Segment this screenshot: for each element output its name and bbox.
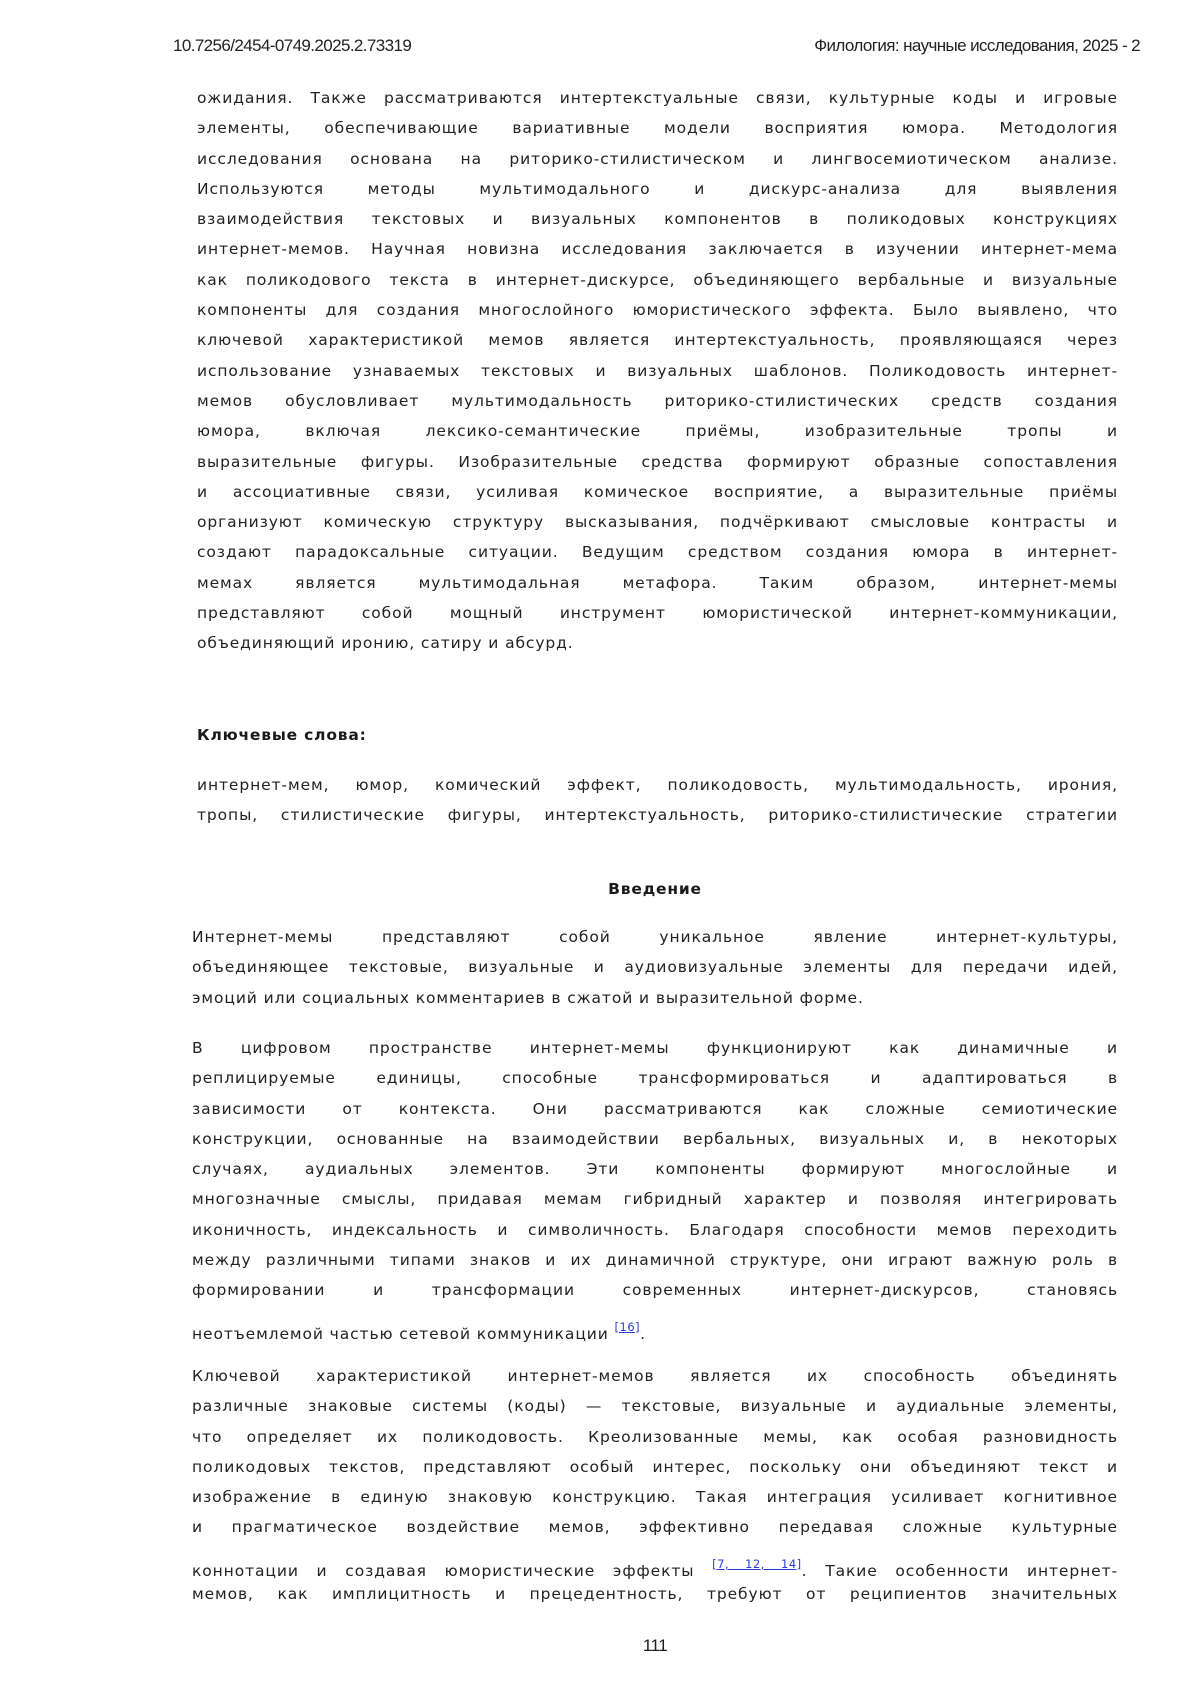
text-line: взаимодействия текстовых и визуальных компонентов в поликодовых конструкциях <box>197 210 1118 229</box>
intro-paragraph-1 <box>192 922 1118 1013</box>
text-line: исследования основана на риторико-стилистическом и лингвосемиотическом анализе. <box>197 149 1118 168</box>
text-line: и прагматическое воздействие мемов, эффективно передавая сложные культурные <box>192 1518 1118 1537</box>
text-line: ключевой характеристикой мемов является интертекстуальность, проявляющаяся через <box>197 331 1118 350</box>
text-line: объединяющий иронию, сатиру и абсурд. <box>197 634 574 653</box>
citation-link[interactable]: [7, 12, 14] <box>712 1556 802 1571</box>
intro-paragraph-3 <box>192 1361 1118 1609</box>
text-line: ожидания. Также рассматриваются интертекстуальные связи, культурные коды и игровые <box>197 89 1118 107</box>
text-line: изображение в единую знаковую конструкцию. Такая интеграция усиливает когнитивное <box>192 1488 1118 1507</box>
text-line: зависимости от контекста. Они рассматриваются как сложные семиотические <box>192 1099 1118 1118</box>
text-line: и ассоциативные связи, усиливая комическое восприятие, а выразительные приёмы <box>197 482 1118 501</box>
text-line: случаях, аудиальных элементов. Эти компоненты формируют многослойные и <box>192 1160 1118 1179</box>
text-line: интернет-мем, юмор, комический эффект, поликодовость, мультимодальность, ирония, <box>197 776 1118 794</box>
text-line: многозначные смыслы, придавая мемам гибридный характер и позволяя интегрировать <box>192 1190 1118 1209</box>
text-line: В цифровом пространстве интернет-мемы функционируют как динамичные и <box>192 1039 1118 1057</box>
text-line: элементы, обеспечивающие вариативные модели восприятия юмора. Методология <box>197 119 1118 138</box>
text-line: что определяет их поликодовость. Креолизованные мемы, как особая разновидность <box>192 1427 1118 1446</box>
text-line: Ключевой характеристикой интернет-мемов является их способность объединять <box>192 1367 1118 1385</box>
text-segment: неотъемлемой частью сетевой коммуникации <box>192 1324 615 1343</box>
text-line: как поликодового текста в интернет-дискурсе, объединяющего вербальные и визуальные <box>197 270 1118 289</box>
text-line: между различными типами знаков и их динамичной структуре, они играют важную роль в <box>192 1251 1118 1270</box>
text-line: выразительные фигуры. Изобразительные средства формируют образные сопоставления <box>197 452 1118 471</box>
text-line: реплицируемые единицы, способные трансформироваться и адаптироваться в <box>192 1069 1118 1088</box>
text-segment: . Такие особенности интернет- <box>801 1561 1119 1580</box>
text-line: компоненты для создания многослойного юмористического эффекта. Было выявлено, что <box>197 301 1118 320</box>
section-heading-introduction: Введение <box>608 880 702 898</box>
text-line: организуют комическую структуру высказывания, подчёркивают смысловые контрасты и <box>197 513 1118 532</box>
citation-link[interactable]: [16] <box>614 1319 641 1334</box>
text-segment: . <box>640 1324 646 1343</box>
text-line: Используются методы мультимодального и дискурс-анализа для выявления <box>197 179 1118 198</box>
text-line: мемов, как имплицитность и прецедентность, требуют от реципиентов значительных <box>192 1584 1118 1603</box>
text-line: мемов обусловливает мультимодальность риторико-стилистических средств создания <box>197 391 1118 410</box>
text-line: различные знаковые системы (коды) — текстовые, визуальные и аудиальные элементы, <box>192 1397 1118 1416</box>
keywords-heading: Ключевые слова: <box>197 726 367 744</box>
doi-header: 10.7256/2454-0749.2025.2.73319 <box>173 36 412 55</box>
page-number: 111 <box>642 1636 668 1655</box>
text-line: конструкции, основанные на взаимодействии вербальных, визуальных и, в некоторых <box>192 1129 1118 1148</box>
text-line: тропы, стилистические фигуры, интертекстуальность, риторико-стилистические стратегии <box>197 806 1118 825</box>
text-line: иконичность, индексальность и символичность. Благодаря способности мемов переходить <box>192 1220 1118 1239</box>
text-line: Интернет-мемы представляют собой уникальное явление интернет-культуры, <box>192 928 1118 946</box>
journal-header: Филология: научные исследования, 2025 - 2 <box>814 36 1140 55</box>
abstract-text <box>197 83 1118 659</box>
text-line: поликодовых текстов, представляют особый интерес, поскольку они объединяют текст и <box>192 1457 1118 1476</box>
text-line: формировании и трансформации современных интернет-дискурсов, становясь <box>192 1281 1118 1300</box>
intro-paragraph-2 <box>192 1033 1118 1342</box>
text-line: юмора, включая лексико-семантические приёмы, изобразительные тропы и <box>197 422 1118 441</box>
text-line: использование узнаваемых текстовых и визуальных шаблонов. Поликодовость интернет- <box>197 361 1118 380</box>
text-line: интернет-мемов. Научная новизна исследования заключается в изучении интернет-мема <box>197 240 1118 259</box>
text-line: создают парадоксальные ситуации. Ведущим средством создания юмора в интернет- <box>197 543 1118 562</box>
text-line: эмоций или социальных комментариев в сжатой и выразительной форме. <box>192 988 864 1007</box>
text-line-with-citation <box>192 1543 1118 1579</box>
text-line: представляют собой мощный инструмент юмористической интернет-коммуникации, <box>197 604 1118 623</box>
text-line: мемах является мультимодальная метафора. Таким образом, интернет-мемы <box>197 573 1118 592</box>
text-segment: коннотации и создавая юмористические эффекты <box>192 1561 713 1580</box>
text-line: объединяющее текстовые, визуальные и аудиовизуальные элементы для передачи идей, <box>192 958 1118 977</box>
keywords-list <box>197 770 1118 831</box>
text-line-with-citation <box>192 1306 1118 1342</box>
